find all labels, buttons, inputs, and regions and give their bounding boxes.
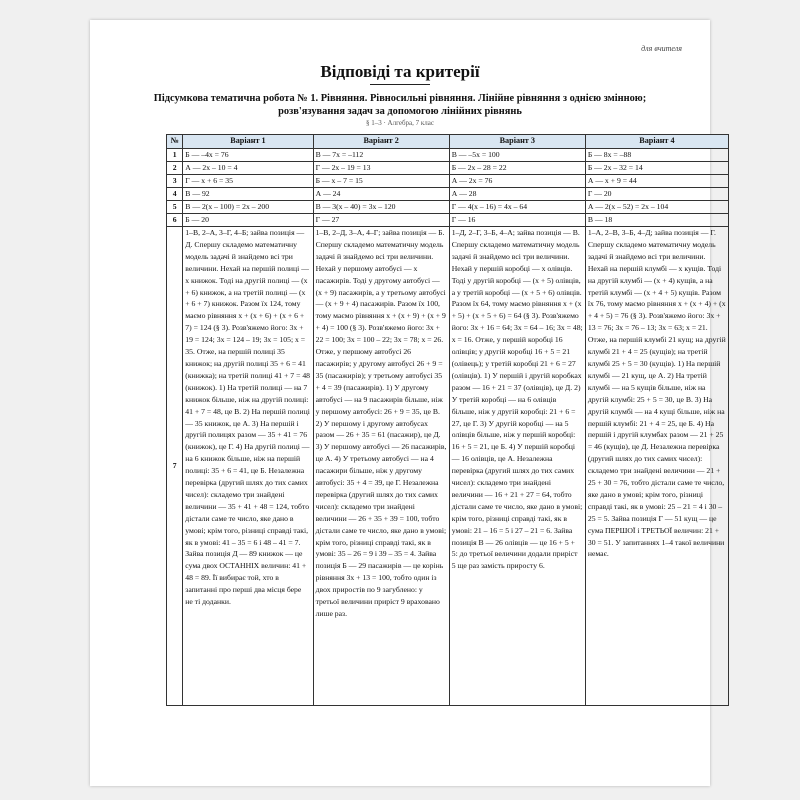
section-reference: § 1–3 · Алгебра, 7 клас	[365, 119, 435, 127]
answer-cell: Б — –4x = 76	[183, 149, 313, 162]
answer-cell: В — 3(x – 40) = 3x – 120	[313, 201, 449, 214]
answer-cell: Б — 2x – 32 = 14	[585, 162, 728, 175]
answer-cell: Б — 2x – 28 = 22	[449, 162, 585, 175]
page-title: Відповіді та критерії	[320, 62, 480, 81]
document-page	[90, 20, 726, 786]
answer-cell: Г — 20	[585, 188, 728, 201]
solution-text: 1–В, 2–А, 3–Г, 4–Б; зайва позиція — Д. Спершу складемо математичну модель задачі й знайдемо всі три величини. Нехай на першій полиці — x книжок. Тоді на другій полиці — (x + 6) книжок, а на третій полиці — (x + 6 + 7) книжок. Разом їх 124, тому маємо рівняння x + (x + 6) + (x + 6 + 7) = 124 (§ 3). Розв'яжемо його: 3x + 19 = 124; 3x = 124 – 19; 3x = 105; x = 35. Отже, на першій полиці 35 книжок; на другій полиці 35 + 6 = 41 (книжка); на третій полиці 41 + 7 = 48 (книжок). 1) На третій полиці — на 7 книжок більше, ніж на другій полиці: 41 + 7 = 48, це В. 2) На першій полиці — 35 книжок, це А. 3) На першій і другій полицях разом — 35 + 41 = 76 (книжок), це Г. 4) На другій полиці — на 6 книжок більше, ніж на першій полиці: 35 + 6 = 41, це Б. Незалежна перевірка (другий шлях до тих самих чисел): складемо три знайдені величини — 35 + 41 + 48 = 124, тобто дістали саме те число, яке дано в умові; крім того, різниці справді такі, як в умові: 41 – 35 = 6 і 48 – 41 = 7. Зайва позиція Д — 89 книжок — це сума двох ОСТАННІХ величин: 41 + 48 = 89. Її вибирає той, хто в запитанні про перші два місця бере не ті доданки.	[185, 228, 311, 607]
row-number: 3	[167, 175, 183, 188]
table-row	[167, 227, 729, 706]
answer-cell: В — 2(x – 100) = 2x – 200	[183, 201, 313, 214]
row-number: 2	[167, 162, 183, 175]
table-row	[167, 149, 729, 162]
solution-cell	[449, 227, 585, 706]
answer-cell: Г — 4(x – 16) = 4x – 64	[449, 201, 585, 214]
answer-cell: Б — 8x = –88	[585, 149, 728, 162]
header-variant-2: Варіант 2	[313, 135, 449, 149]
row-number: 7	[167, 227, 183, 706]
answer-cell: Б — 20	[183, 214, 313, 227]
table-row	[167, 201, 729, 214]
answer-cell: В — –5x = 100	[449, 149, 585, 162]
solution-text: 1–Д, 2–Г, 3–Б, 4–А; зайва позиція — В. Спершу складемо математичну модель задачі й знайдемо всі три величини. Нехай у першій коробці — x олівців. Тоді у другій коробці — (x + 5) олівців, а у третій коробці — (x + 5 + 6) олівців. Разом їх 64, тому маємо рівняння x + (x + 5) + (x + 5 + 6) = 64 (§ 3). Розв'яжемо його: 3x + 16 = 64; 3x = 64 – 16; 3x = 48; x = 16. Отже, у першій коробці 16 олівців; у другій коробці 16 + 5 = 21 (олівець); у третій коробці 21 + 6 = 27 (олівців). 1) У першій і другій коробках разом — 16 + 21 = 37 (олівців), це Д. 2) У третій коробці — на 6 олівців більше, ніж у другій коробці: 21 + 6 = 27, це Г. 3) У другій коробці — на 5 олівців більше, ніж у першій коробці: 16 + 5 = 21, це Б. 4) У першій коробці — 16 олівців, це А. Незалежна перевірка (другий шлях до тих самих чисел): складемо три знайдені величини — 16 + 21 + 27 = 64, тобто дістали саме те число, яке дано в умові; крім того, різниці справді такі, як в умові: 21 – 16 = 5 і 27 – 21 = 6. Зайва позиція В — 26 олівців — це 16 + 5 + 5: до третьої величини додали приріст 5 ще раз замість приросту 6.	[451, 228, 583, 571]
row-number: 5	[167, 201, 183, 214]
row-number: 6	[167, 214, 183, 227]
solution-text: 1–В, 2–Д, 3–А, 4–Г; зайва позиція — Б. Спершу складемо математичну модель задачі й знайдемо всі три величини. Нехай у першому автобусі — x пасажирів. Тоді у другому автобусі — (x + 9) пасажирів, а у третьому автобусі — (x + 9 + 4) пасажирів. Разом їх 100, тому маємо рівняння x + (x + 9) + (x + 9 + 4) = 100 (§ 3). Розв'яжемо його: 3x + 22 = 100; 3x = 100 – 22; 3x = 78; x = 26. Отже, у першому автобусі 26 пасажирів; у другому автобусі 26 + 9 = 35 (пасажирів); у третьому автобусі 35 + 4 = 39 (пасажирів). 1) У другому автобусі — на 9 пасажирів більше, ніж у першому автобусі: 26 + 9 = 35, це В. 2) У першому і другому автобусах разом — 26 + 35 = 61 (пасажир), це Д. 3) У першому автобусі — 26 пасажирів, це А. 4) У третьому автобусі — на 4 пасажири більше, ніж у другому автобусі: 35 + 4 = 39, це Г. Незалежна перевірка (другий шлях до тих самих чисел): складемо три знайдені величини — 26 + 35 + 39 = 100, тобто дістали саме те число, яке дано в умові; крім того, різниці справді такі, як в умові: 35 – 26 = 9 і 39 – 35 = 4. Зайва позиція Б — 29 пасажирів — це корінь рівняння 3x + 13 = 100, тобто один із двох приростів по 9 загублено: у третьої величини приріст 9 враховано лише раз.	[315, 228, 447, 618]
answer-cell: А — 2x = 76	[449, 175, 585, 188]
page-subtitle: Підсумкова тематична робота № 1. Рівняння. Рівносильні рівняння. Лінійне рівняння з однією змінною; розв'язування задач за допомогою лінійних рівнянь	[153, 93, 647, 117]
answer-cell: В — 7x = –112	[313, 149, 449, 162]
answer-cell: А — 24	[313, 188, 449, 201]
title-underline	[370, 84, 430, 85]
solution-text: 1–А, 2–В, 3–Б, 4–Д; зайва позиція — Г. Спершу складемо математичну модель задачі й знайдемо всі три величини. Нехай на першій клумбі — x кущів. Тоді на другій клумбі — (x + 4) кущів, а на третій клумбі — (x + 4 + 5) кущів. Разом їх 76, тому маємо рівняння x + (x + 4) + (x + 4 + 5) = 76 (§ 3). Розв'яжемо його: 3x + 13 = 76; 3x = 76 – 13; 3x = 63; x = 21. Отже, на першій клумбі 21 кущ; на другій клумбі 21 + 4 = 25 (кущів); на третій клумбі 25 + 5 = 30 (кущів). 1) На першій клумбі — 21 кущ, це А. 2) На третій клумбі — на 5 кущів більше, ніж на другій клумбі: 25 + 5 = 30, це В. 3) На другій клумбі — на 4 кущі більше, ніж на першій клумбі: 21 + 4 = 25, це Б. 4) На першій і другій клумбах разом — 21 + 25 = 46 (кущів), це Д. Незалежна перевірка (другий шлях до тих самих чисел): складемо три знайдені величини — 21 + 25 + 30 = 76, тобто дістали саме те число, яке дано в умові; крім того, різниці справді такі, як в умові: 25 – 21 = 4 і 30 – 25 = 5. Зайва позиція Г — 51 кущ — це сума ПЕРШОЇ і ТРЕТЬОЇ величин: 21 + 30 = 51. У запитаннях 1–4 такої величини немає.	[587, 228, 726, 559]
table-row	[167, 214, 729, 227]
answer-cell: А — x + 9 = 44	[585, 175, 728, 188]
table-row	[167, 162, 729, 175]
answer-cell: Б — x – 7 = 15	[313, 175, 449, 188]
answer-cell: А — 2(x – 52) = 2x – 104	[585, 201, 728, 214]
row-number: 1	[167, 149, 183, 162]
table-header-row	[167, 135, 729, 149]
header-variant-3: Варіант 3	[449, 135, 585, 149]
solution-cell	[585, 227, 728, 706]
header-variant-4: Варіант 4	[585, 135, 728, 149]
answer-cell: А — 2x – 10 = 4	[183, 162, 313, 175]
answer-cell: В — 92	[183, 188, 313, 201]
solution-cell	[313, 227, 449, 706]
header-number: №	[167, 135, 183, 149]
answer-cell: Г — 16	[449, 214, 585, 227]
solution-cell	[183, 227, 313, 706]
answer-cell: В — 18	[585, 214, 728, 227]
row-number: 4	[167, 188, 183, 201]
table-row	[167, 188, 729, 201]
audience-label: для вчителя	[641, 44, 682, 53]
table-row	[167, 175, 729, 188]
answer-cell: Г — 27	[313, 214, 449, 227]
answer-cell: Г — x + 6 = 35	[183, 175, 313, 188]
header-variant-1: Варіант 1	[183, 135, 313, 149]
answer-cell: Г — 2x – 19 = 13	[313, 162, 449, 175]
answers-table	[166, 134, 729, 706]
answer-cell: А — 28	[449, 188, 585, 201]
